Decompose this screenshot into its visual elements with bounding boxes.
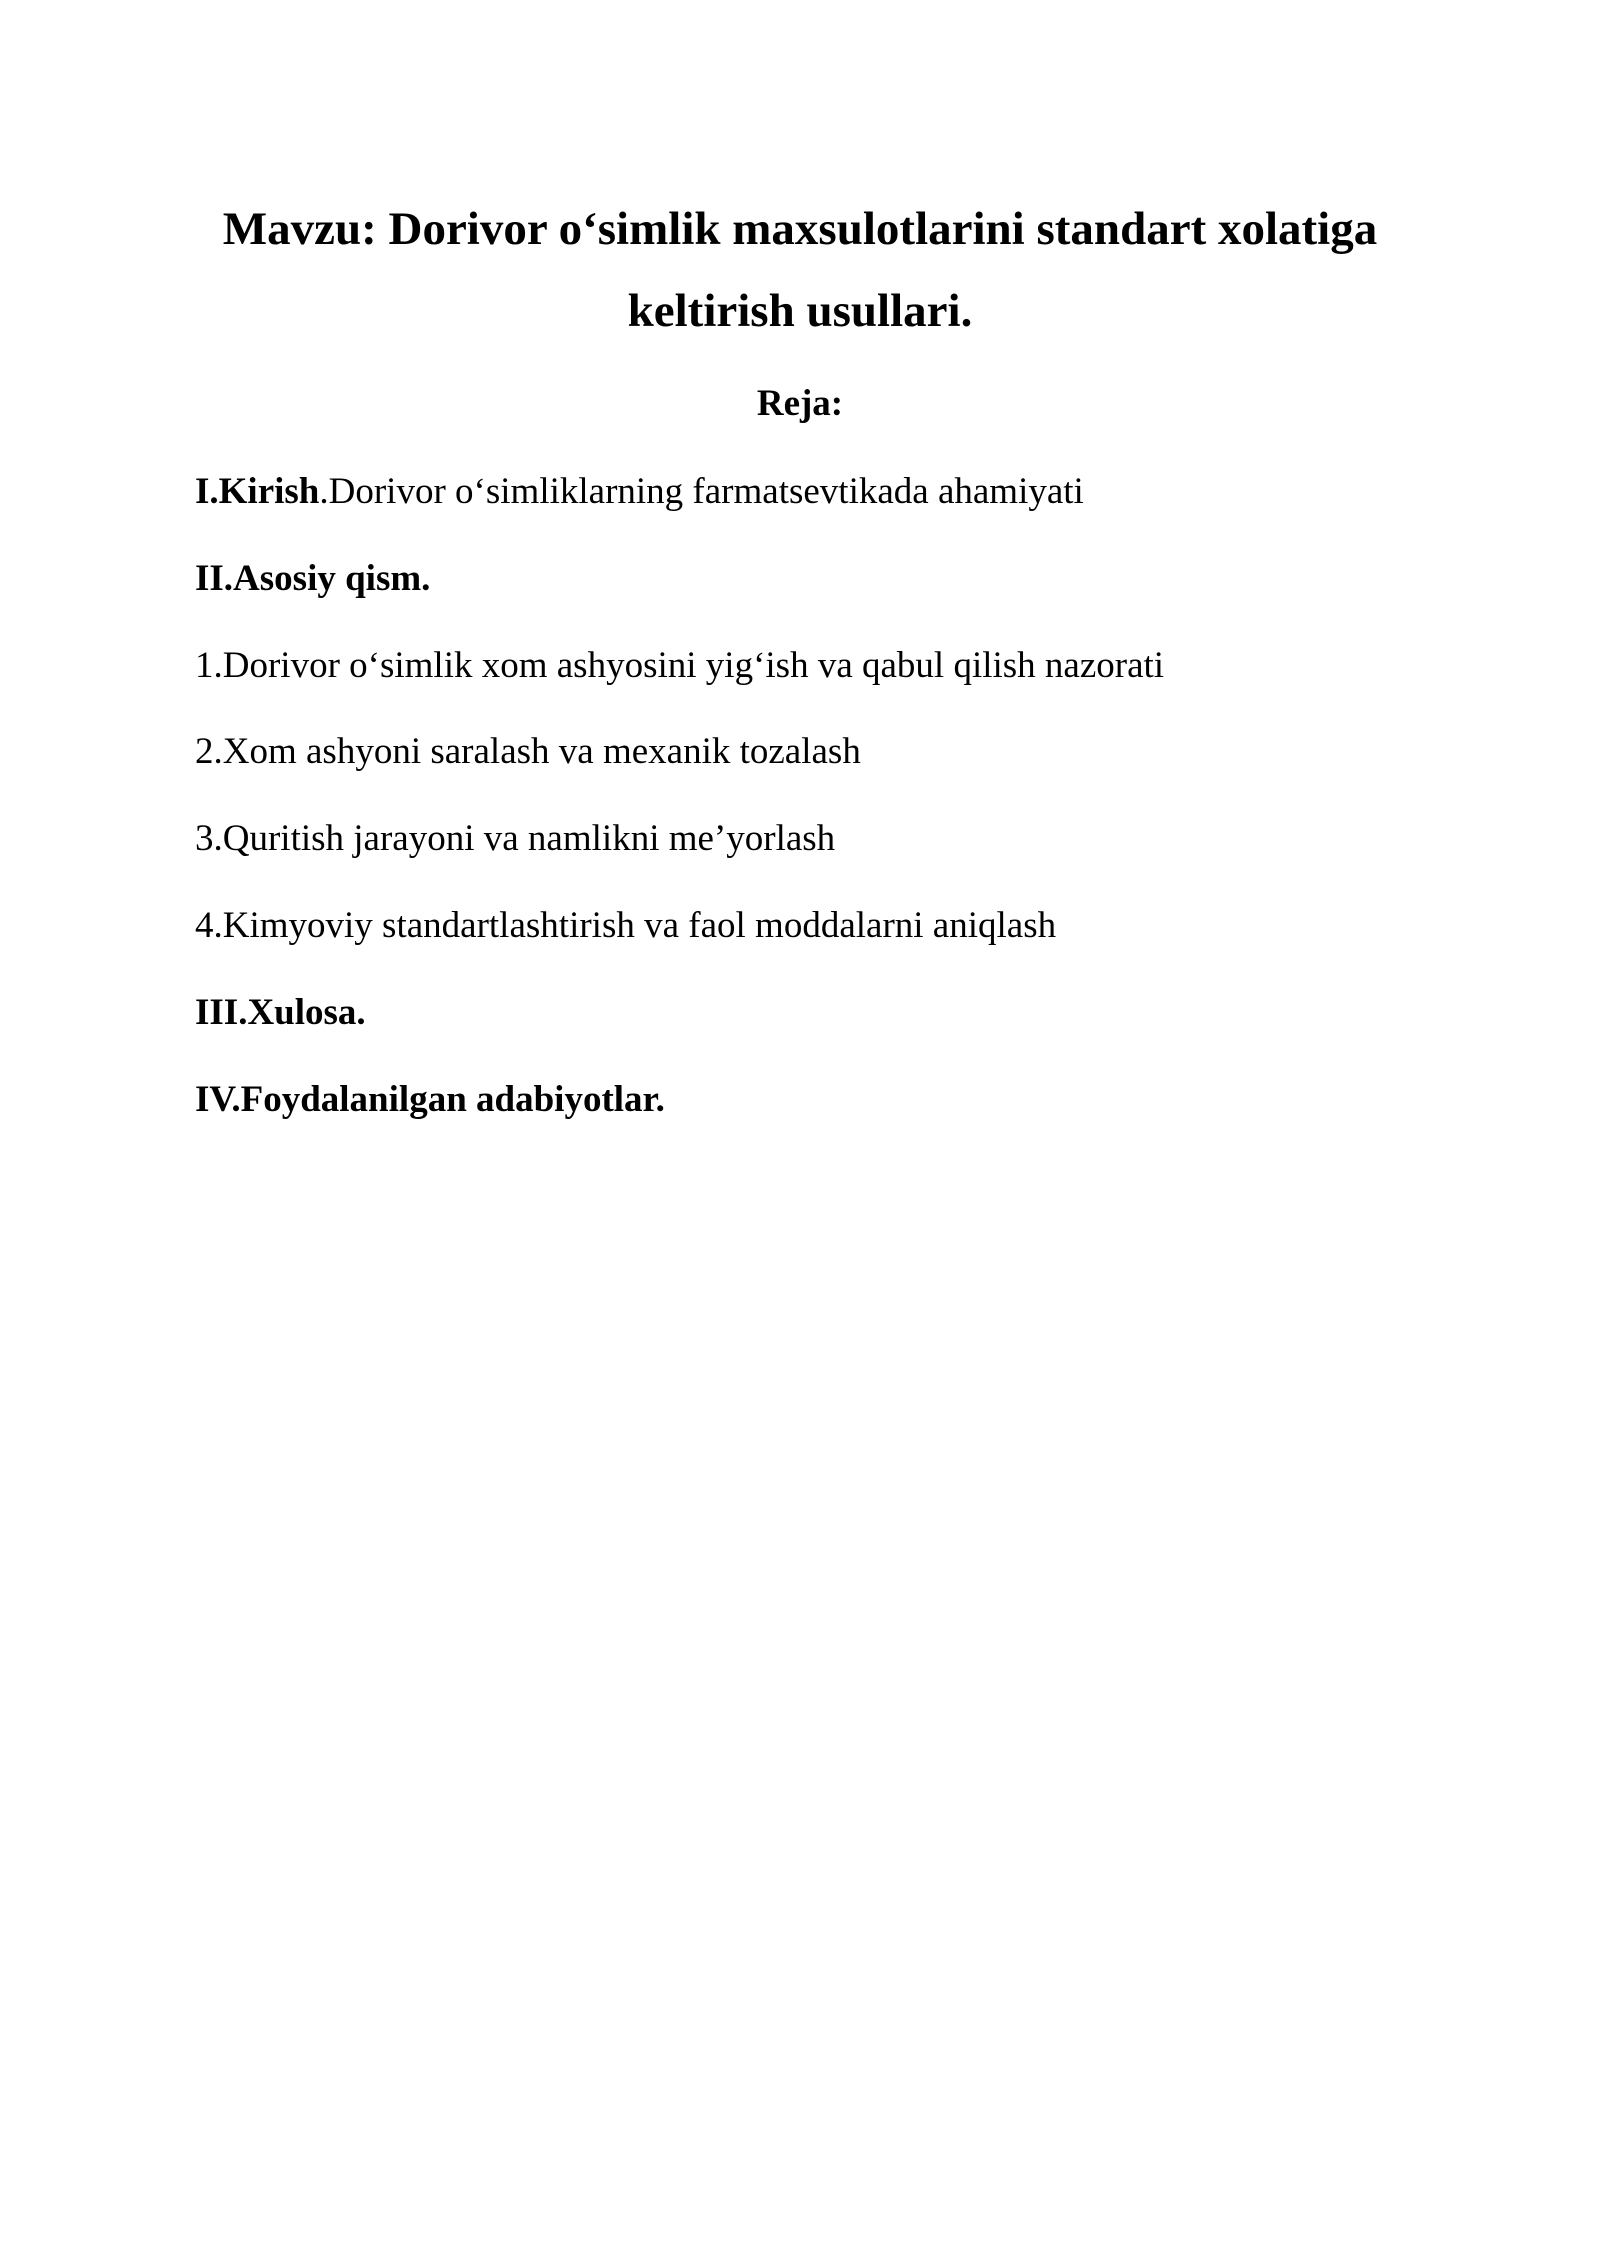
plan-item-text: .Dorivor o‘simliklarning farmatsevtikada ahamiyati [319,471,1084,512]
plan-item-introduction [195,468,1084,516]
plan-item-subpoint-4: 4.Kimyoviy standartlashtirish va faol moddalarni aniqlash [195,905,1057,946]
plan-item-references: IV.Foydalanilgan adabiyotlar. [195,1079,665,1120]
title-line-1: Mavzu: Dorivor o‘simlik maxsulotlarini standart xolatiga [222,203,1378,255]
plan-item-label: I.Kirish [195,471,320,512]
title-line-2: keltirish usullari. [627,285,973,337]
plan-item-subpoint-1: 1.Dorivor o‘simlik xom ashyosini yig‘ish va qabul qilish nazorati [195,645,1165,686]
plan-item-main-part: II.Asosiy qism. [195,558,431,599]
plan-item-subpoint-2: 2.Xom ashyoni saralash va mexanik tozalash [195,731,861,772]
plan-heading: Reja: [756,383,844,424]
document-title [190,188,1410,352]
plan-item-subpoint-3: 3.Quritish jarayoni va namlikni me’yorlash [195,818,836,859]
plan-item-conclusion: III.Xulosa. [195,992,366,1033]
